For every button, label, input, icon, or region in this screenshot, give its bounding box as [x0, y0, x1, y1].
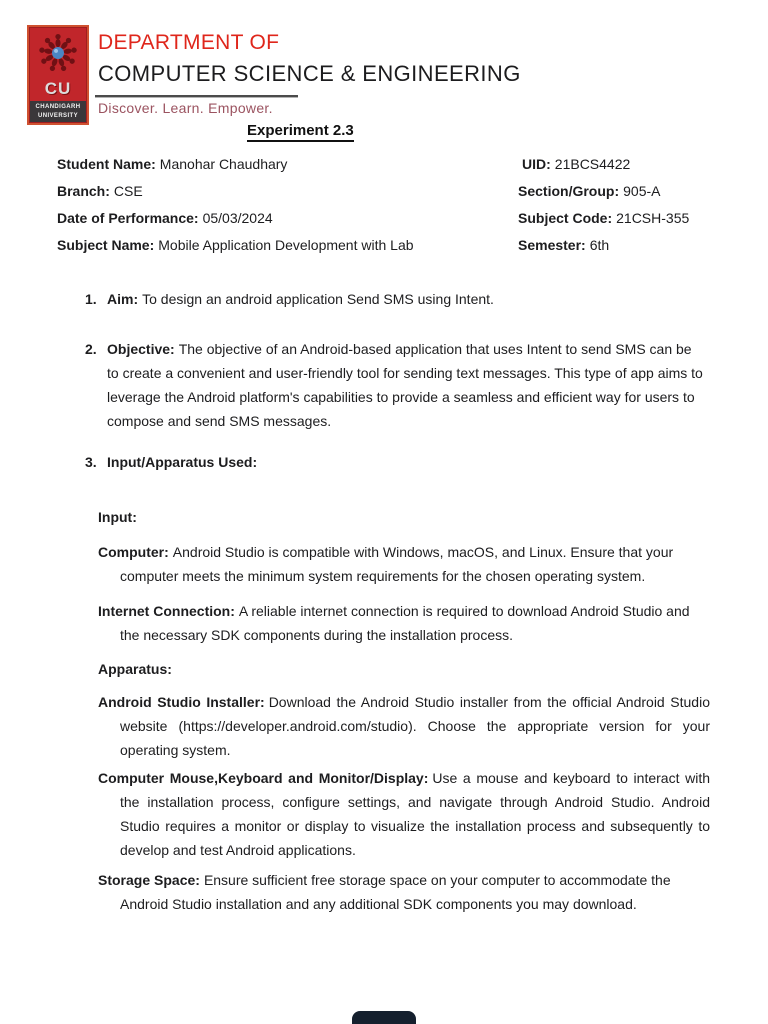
logo-university-band: [30, 101, 86, 122]
info-value: 21BCS4422: [554, 156, 631, 172]
paragraph-label: Computer Mouse,Keyboard and Monitor/Display:: [98, 770, 429, 786]
info-value: 6th: [589, 237, 610, 253]
section-text: To design an android application Send SMS using Intent.: [142, 291, 494, 307]
viewer-bottom-toolbar[interactable]: [352, 1011, 416, 1024]
info-value: 905-A: [623, 183, 661, 199]
paragraph-label: Storage Space:: [98, 872, 200, 888]
info-value: CSE: [113, 183, 143, 199]
letterhead: [98, 30, 521, 116]
department-name: COMPUTER SCIENCE & ENGINEERING: [98, 61, 521, 86]
info-label: Student Name:: [57, 156, 156, 172]
paragraph-text: Ensure sufficient free storage space on your computer to accommodate the Android Studio installation and any additional SDK components you may download.: [120, 872, 671, 912]
info-label: Branch:: [57, 183, 110, 199]
section-number: 3.: [85, 454, 97, 470]
section-objective: [85, 337, 706, 433]
experiment-title: Experiment 2.3: [247, 122, 354, 142]
paragraph-label: Android Studio Installer:: [98, 694, 265, 710]
university-tagline: Discover. Learn. Empower.: [98, 100, 273, 116]
student-info-block: [57, 151, 712, 259]
cu-emblem-icon: [35, 29, 81, 77]
section-number: 2.: [85, 341, 97, 357]
section-aim: [85, 287, 706, 311]
paragraph-text: Download the Android Studio installer from the official Android Studio website (https://developer.android.com/studio). Choose the appropriate version for your operating system.: [120, 694, 710, 758]
info-label: Subject Name:: [57, 237, 155, 253]
paragraph-android-studio-installer: [98, 690, 710, 762]
info-row: [57, 232, 712, 259]
info-label: UID:: [522, 156, 551, 172]
apparatus-heading: Apparatus:: [98, 661, 172, 677]
info-value: Mobile Application Development with Lab: [158, 237, 414, 253]
paragraph-text: Use a mouse and keyboard to interact with the installation process, configure settings, and navigate through Android Studio. Android Studio requires a monitor or display to visualize the installation process and subsequently to develop and test Android applications.: [120, 770, 710, 858]
paragraph-label: Computer:: [98, 544, 169, 560]
info-label: Section/Group:: [518, 183, 620, 199]
logo-university-line1: CHANDIGARH: [35, 104, 81, 110]
info-row: [57, 178, 712, 205]
section-label: Objective:: [107, 341, 175, 357]
info-value: Manohar Chaudhary: [159, 156, 288, 172]
section-label: Aim:: [107, 291, 139, 307]
input-heading: Input:: [98, 509, 137, 525]
section-input-apparatus: [85, 450, 706, 474]
paragraph-mouse-keyboard-monitor: [98, 766, 710, 862]
section-label: Input/Apparatus Used:: [107, 454, 258, 470]
paragraph-storage-space: [98, 868, 710, 916]
info-value: 21CSH-355: [616, 210, 690, 226]
university-logo: [27, 25, 89, 125]
section-number: 1.: [85, 291, 97, 307]
info-label: Date of Performance:: [57, 210, 199, 226]
section-text: The objective of an Android-based application that uses Intent to send SMS can be to create a convenient and user-friendly tool for sending text messages. This type of app aims to leverage the Android platform's capabilities to provide a seamless and efficient way for users to compose and send SMS messages.: [107, 341, 703, 429]
info-label: Semester:: [518, 237, 586, 253]
paragraph-text: Android Studio is compatible with Windows, macOS, and Linux. Ensure that your computer meets the minimum system requirements for the chosen operating system.: [120, 544, 674, 584]
paragraph-label: Internet Connection:: [98, 603, 235, 619]
info-row: [57, 205, 712, 232]
info-label: Subject Code:: [518, 210, 613, 226]
logo-cu-text: CU: [44, 79, 72, 98]
paragraph-internet-connection: [98, 599, 710, 647]
document-body: [0, 280, 768, 916]
letterhead-divider: [95, 95, 298, 98]
department-line: DEPARTMENT OF: [98, 31, 280, 54]
info-value: 05/03/2024: [202, 210, 273, 226]
info-row: [57, 151, 712, 178]
paragraph-text: A reliable internet connection is required to download Android Studio and the necessary SDK components during the installation process.: [120, 603, 690, 643]
logo-university-line2: UNIVERSITY: [37, 113, 78, 119]
paragraph-computer: [98, 540, 710, 588]
